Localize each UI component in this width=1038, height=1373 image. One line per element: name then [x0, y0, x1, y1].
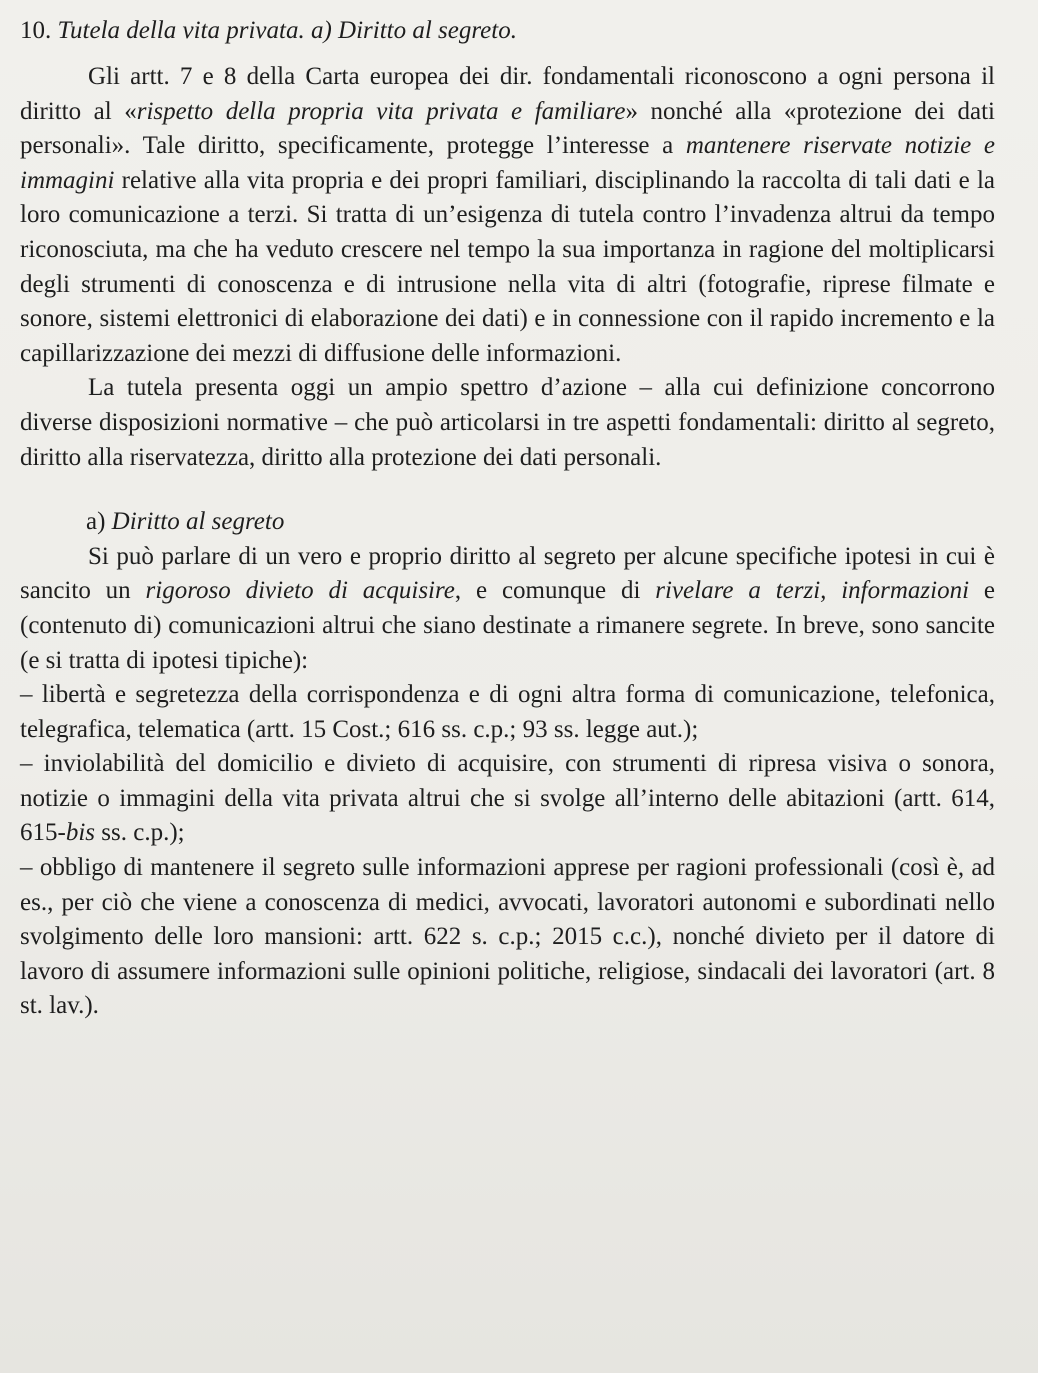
- subsection-title: Diritto al segreto: [111, 508, 285, 536]
- book-page: [20, 14, 995, 1024]
- list-item-text: ss. c.p.);: [95, 819, 185, 847]
- paragraph-text: relative alla vita propria e dei propri familiari, disciplinando la raccolta di tali dati e la loro comunicazione a terzi. Si tratta di un’esigenza di tutela contro l’invadenza altrui da tempo riconosciuta, ma che ha veduto crescere nel tempo la sua importanza in ragione del moltiplicarsi degli strumenti di conoscenza e di intrusione nella vita di altri (fotografie, riprese filmate e sonore, sistemi elettronici di elaborazione dei dati) e in connessione con il rapido incremento e la capillarizzazione dei mezzi di diffusione delle informazioni.: [20, 166, 995, 367]
- section-gap: [20, 475, 995, 505]
- emphasis-text: rivelare a terzi, informazioni: [655, 577, 970, 605]
- list-item-text: – inviolabilità del domicilio e divieto di acquisire, con strumenti di ripresa visiva o sonora, notizie o immagini della vita privata altrui che si svolge all’interno delle abitazioni (artt. 614, 615-: [20, 750, 995, 847]
- emphasis-text: rigoroso divieto di acquisire: [145, 577, 455, 605]
- emphasis-text: rispetto della propria vita privata e familiare: [136, 97, 626, 125]
- paragraph-intro: [20, 60, 995, 371]
- list-item: – libertà e segretezza della corrispondenza e di ogni altra forma di comunicazione, telefonica, telegrafica, telematica (artt. 15 Cost.; 616 ss. c.p.; 93 ss. legge aut.);: [20, 681, 995, 743]
- section-title: Tutela della vita privata. a) Diritto al segreto.: [57, 17, 517, 44]
- paragraph-segreto: [20, 540, 995, 678]
- list-item: – obbligo di mantenere il segreto sulle informazioni apprese per ragioni professionali (così è, ad es., per ciò che viene a conoscenza di medici, avvocati, lavoratori autonomi e subordinati nello svolgimento delle loro mansioni: artt. 622 s. c.p.; 2015 c.c.), nonché divieto per il datore di lavoro di assumere informazioni sulle opinioni politiche, religiose, sindacali dei lavoratori (art. 8 st. lav.).: [20, 854, 995, 1020]
- section-number: 10.: [20, 17, 52, 44]
- subsection-label: a): [86, 508, 112, 536]
- paragraph-text: e (contenuto di) comunicazioni altrui che siano destinate a rimanere segrete. In breve, sono sancite (e si tratta di ipotesi tipiche):: [20, 577, 995, 674]
- paragraph-text: Gli artt. 7 e 8 della Carta europea dei dir. fondamentali riconoscono a ogni persona il diritto al «: [20, 63, 995, 125]
- emphasis-text: mantenere riservate notizie e immagini: [20, 132, 995, 194]
- emphasis-text: bis: [65, 819, 96, 847]
- paragraph-text: Si può parlare di un vero e proprio diritto al segreto per alcune specifiche ipotesi in cui è sancito un: [20, 542, 995, 605]
- paragraph-text: » nonché alla «protezione dei dati personali». Tale diritto, specificamente, protegge l’interesse a: [20, 97, 995, 160]
- paragraph-scope: La tutela presenta oggi un ampio spettro d’azione – alla cui definizione concorrono diverse disposizioni normative – che può articolarsi in tre aspetti fondamentali: diritto al segreto, diritto alla riservatezza, diritto alla protezione dei dati personali.: [20, 374, 995, 471]
- list-item: [20, 747, 995, 851]
- section-heading: [20, 14, 995, 48]
- subsection-heading: [20, 505, 995, 540]
- paragraph-text: , e comunque di: [454, 577, 656, 605]
